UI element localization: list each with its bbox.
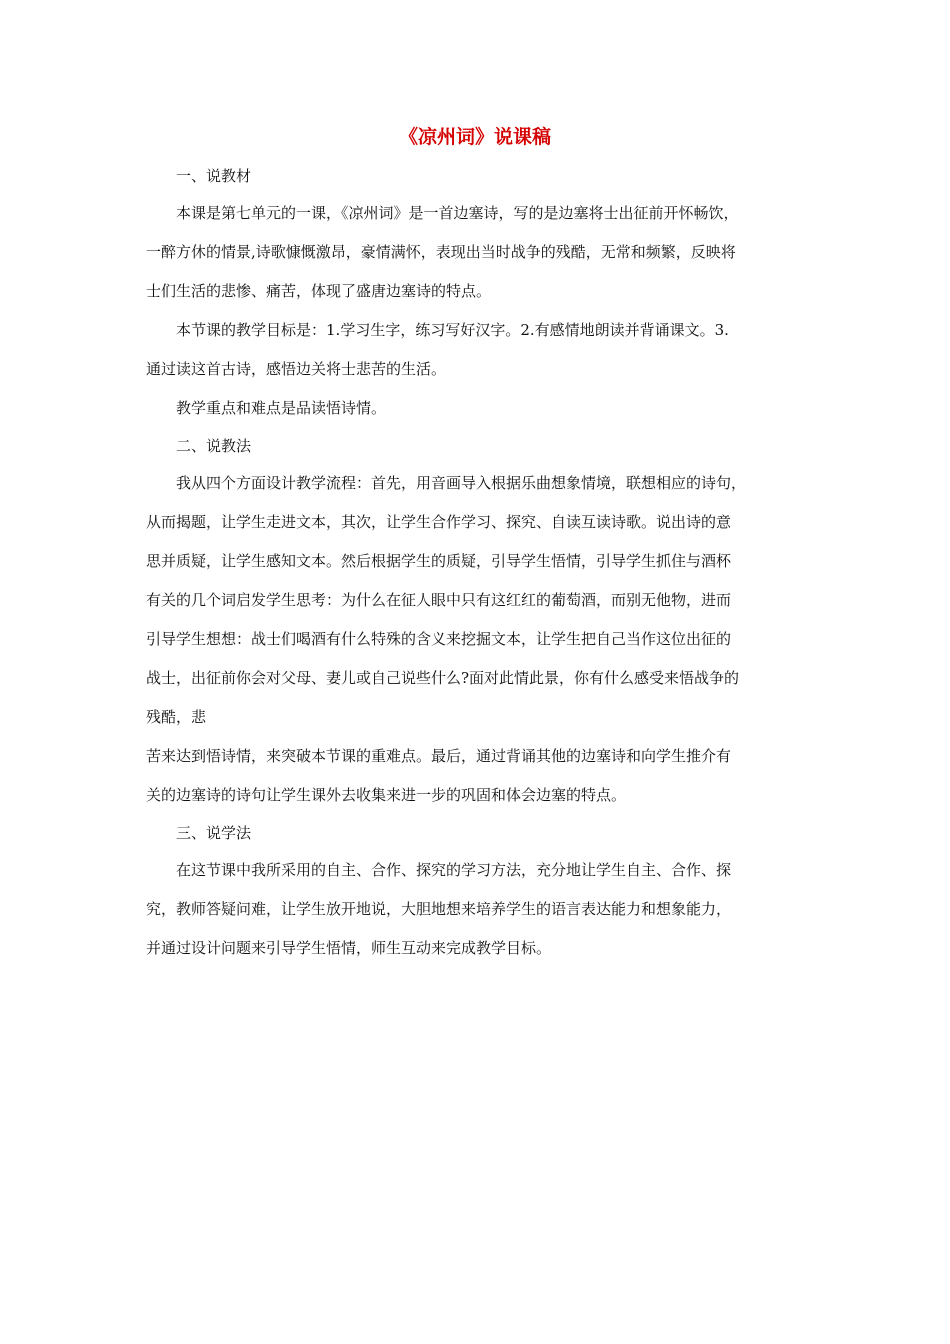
paragraph-line: 在这节课中我所采用的自主、合作、探究的学习方法，充分地让学生自主、合作、探 (176, 861, 732, 879)
paragraph-line: 从而揭题，让学生走进文本，其次，让学生合作学习、探究、自读互读诗歌。说出诗的意 (146, 513, 732, 531)
paragraph-line: 一醉方休的情景,诗歌慷慨激昂，豪情满怀，表现出当时战争的残酷，无常和频繁，反映将 (146, 243, 736, 261)
paragraph-material-intro (146, 194, 806, 311)
paragraph-line: 战士，出征前你会对父母、妻儿或自己说些什么?面对此情此景，你有什么感受来悟战争的 (146, 669, 740, 687)
paragraph-line: 残酷，悲 (146, 708, 207, 726)
paragraph-key-points (146, 389, 806, 428)
paragraph-line: 通过读这首古诗，感悟边关将士悲苦的生活。 (146, 360, 447, 378)
paragraph-line: 教学重点和难点是品读悟诗情。 (176, 399, 387, 417)
section-heading-teaching-material: 一、说教材 (176, 167, 252, 185)
paragraph-line: 关的边塞诗的诗句让学生课外去收集来进一步的巩固和体会边塞的特点。 (146, 786, 627, 804)
paragraph-line: 究，教师答疑问难，让学生放开地说，大胆地想来培养学生的语言表达能力和想象能力， (146, 900, 732, 918)
paragraph-line: 思并质疑，让学生感知文本。然后根据学生的质疑，引导学生悟情，引导学生抓住与酒杯 (146, 552, 732, 570)
paragraph-line: 本课是第七单元的一课，《凉州词》是一首边塞诗，写的是边塞将士出征前开怀畅饮， (176, 204, 739, 222)
paragraph-line: 苦来达到悟诗情，来突破本节课的重难点。最后，通过背诵其他的边塞诗和向学生推介有 (146, 747, 732, 765)
paragraph-line: 本节课的教学目标是：1.学习生字，练习写好汉字。2.有感情地朗读并背诵课文。3. (176, 321, 729, 339)
paragraph-line: 士们生活的悲惨、痛苦，体现了盛唐边塞诗的特点。 (146, 282, 492, 300)
paragraph-teaching-goals (146, 311, 806, 389)
paragraph-learning-method (146, 851, 806, 968)
paragraph-line: 有关的几个词启发学生思考：为什么在征人眼中只有这红红的葡萄酒，而别无他物，进而 (146, 591, 732, 609)
document-body (146, 158, 806, 968)
section-heading-learning-method: 三、说学法 (176, 824, 252, 842)
paragraph-line: 我从四个方面设计教学流程：首先，用音画导入根据乐曲想象情境，联想相应的诗句， (176, 474, 747, 492)
paragraph-teaching-process (146, 464, 806, 815)
paragraph-line: 引导学生想想：战士们喝酒有什么特殊的含义来挖掘文本，让学生把自己当作这位出征的 (146, 630, 732, 648)
page-title: 《凉州词》说课稿 (398, 126, 551, 148)
paragraph-line: 并通过设计问题来引导学生悟情，师生互动来完成教学目标。 (146, 939, 552, 957)
section-heading-teaching-method: 二、说教法 (176, 437, 252, 455)
